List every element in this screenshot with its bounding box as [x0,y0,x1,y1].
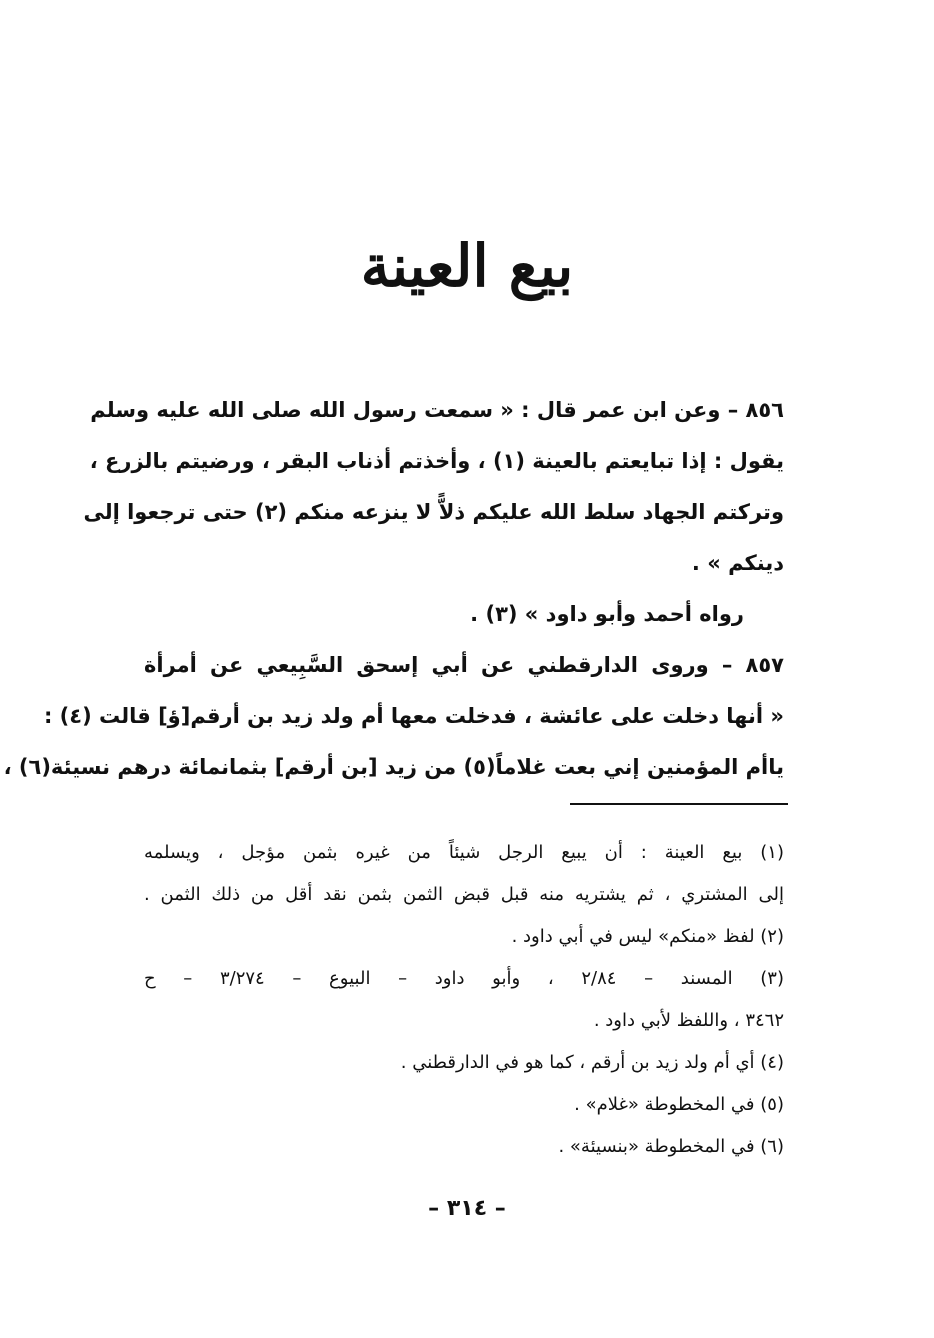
footnote-1-line-2: إلى المشتري ، ثم يشتريه منه قبل قبض الثمن بثمن نقد أقل من ذلك الثمن . [144,884,784,905]
hadith-856-line-2: يقول : إذا تبايعتم بالعينة (١) ، وأخذتم أذناب البقر ، ورضيتم بالزرع ، [89,449,784,473]
hadith-856-line-1: ٨٥٦ – وعن ابن عمر قال : « سمعت رسول الله صلى الله عليه وسلم [90,398,784,422]
main-text [3,385,784,793]
hadith-857 [3,640,784,793]
footnote-1-line-1: (١) بيع العينة : أن يبيع الرجل شيئاً من غيره بثمن مؤجل ، ويسلمه [144,842,784,863]
narration-note [144,589,784,640]
narration-line: رواه أحمد وأبو داود » (٣) . [470,602,744,626]
hadith-856-line-3: وتركتم الجهاد سلط الله عليكم ذلاًّ لا ينزعه منكم (٢) حتى ترجعوا إلى [83,500,784,524]
chapter-title: بيع العينة [360,232,574,300]
hadith-857-line-3: ياأم المؤمنين إني بعت غلاماً(٥) من زيد [بن أرقم] بثمانمائة درهم نسيئة(٦) ، [3,755,784,779]
footnote-4: (٤) أي أم ولد زيد بن أرقم ، كما هو في الدارقطني . [400,1052,784,1073]
footnote-5: (٥) في المخطوطة «غلام» . [574,1094,784,1115]
footnotes [144,832,784,1168]
footnote-3-line-2: ٣٤٦٢ ، واللفظ لأبي داود . [593,1010,784,1031]
hadith-857-line-2: « أنها دخلت على عائشة ، فدخلت معها أم ولد زيد بن أرقم[ؤ] قالت (٤) : [43,704,784,728]
footnote-6: (٦) في المخطوطة «بنسيئة» . [558,1136,784,1157]
page-number: – ٣١٤ – [428,1196,506,1221]
footnote-2: (٢) لفظ «منكم» ليس في أبي داود . [511,926,784,947]
footnote-separator [570,803,788,805]
hadith-856-line-4: دينكم » . [691,551,784,575]
hadith-857-line-1: ٨٥٧ – وروى الدارقطني عن أبي إسحق السَّبِيعي عن أمرأة [144,653,784,677]
footnote-3-line-1: (٣) المسند – ٢/٨٤ ، وأبو داود – البيوع – ٣/٢٧٤ – ح [144,968,784,989]
hadith-856 [83,385,784,589]
